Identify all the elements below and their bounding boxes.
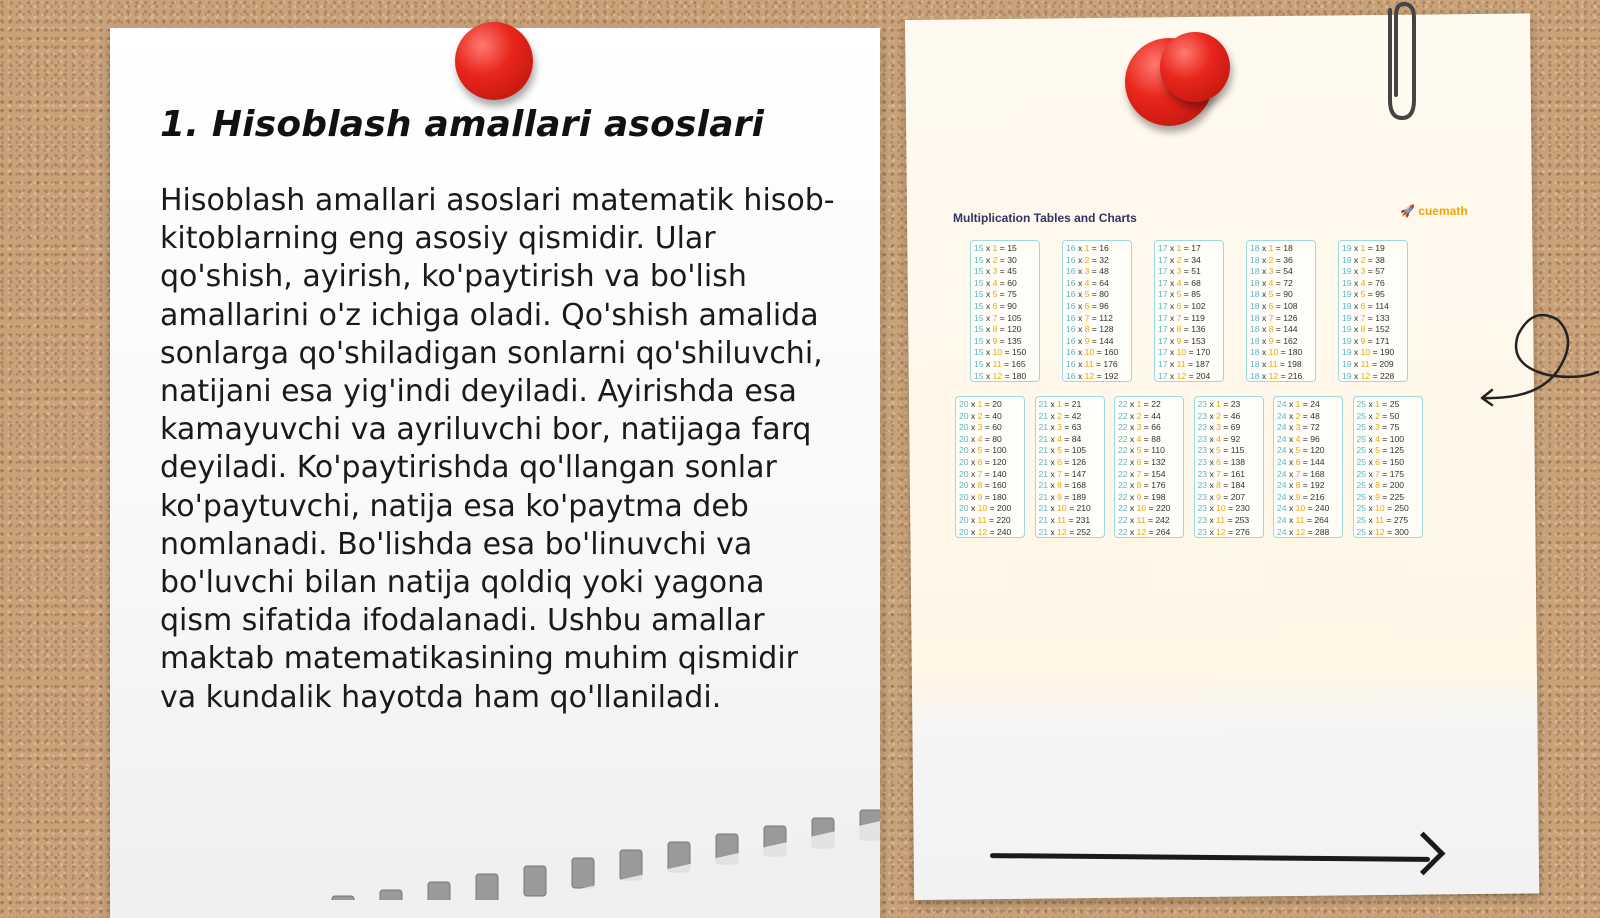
times-table-row: 22 x 9 = 198 <box>1118 491 1166 502</box>
times-table-row: 19 x 4 = 76 <box>1342 277 1385 288</box>
times-table-row: 25 x 9 = 225 <box>1356 491 1405 502</box>
times-table-row: 23 x 1 = 23 <box>1197 399 1241 409</box>
times-table-row: 21 x 9 = 189 <box>1038 491 1087 502</box>
times-table-row: 21 x 12 = 252 <box>1038 526 1091 537</box>
times-table-row: 23 x 7 = 161 <box>1197 468 1246 479</box>
times-table-row: 21 x 7 = 147 <box>1038 468 1087 479</box>
times-table-row: 16 x 1 = 16 <box>1066 243 1109 253</box>
times-table-row: 18 x 12 = 216 <box>1250 370 1303 381</box>
times-table-row: 17 x 9 = 153 <box>1158 335 1206 346</box>
times-table-row: 24 x 2 = 48 <box>1277 410 1320 421</box>
times-table-row: 22 x 8 = 176 <box>1118 480 1166 491</box>
times-table-row: 23 x 12 = 276 <box>1197 526 1250 537</box>
times-table-row: 20 x 3 = 60 <box>959 422 1002 433</box>
times-table-row: 25 x 4 = 100 <box>1356 433 1405 444</box>
times-table-row: 15 x 4 = 60 <box>974 277 1017 288</box>
times-table-row: 22 x 6 = 132 <box>1118 456 1166 467</box>
times-table-row: 25 x 1 = 25 <box>1356 399 1400 409</box>
times-table-row: 19 x 2 = 38 <box>1342 254 1385 265</box>
times-table-row: 25 x 11 = 275 <box>1356 514 1409 525</box>
times-table-row: 18 x 7 = 126 <box>1250 312 1298 323</box>
times-table-row: 19 x 7 = 133 <box>1342 312 1390 323</box>
times-table-row: 15 x 6 = 90 <box>974 300 1017 311</box>
times-table-card-17 <box>1154 240 1224 382</box>
times-table-card-19 <box>1338 240 1408 382</box>
times-table-row: 19 x 12 = 228 <box>1342 370 1395 381</box>
times-table-card-25 <box>1353 396 1423 538</box>
times-table-row: 24 x 3 = 72 <box>1277 422 1320 433</box>
times-table-row: 18 x 11 = 198 <box>1250 358 1302 369</box>
slide-body-text: Hisoblash amallari asoslari matematik hisob- kitoblarning eng asosiy qismidir. Ular qo'shish, ayirish, ko'paytirish va bo'lish amallarini o'z ichiga oladi. Qo'shish amalida sonlarga qo'shiladigan sonlarni qo'shiluvchi, natijani esa yig'indi deyiladi. Ayirishda esa kamayuvchi va ayriluvchi bor, natijaga farq deyiladi. Ko'paytirishda qo'llangan sonlar ko'paytuvchi, natija esa ko'paytma deb nomlanadi. Bo'lishda esa bo'linuvchi va bo'luvchi bilan natija qoldiq yoki yagona qism sifatida ifodalanadi. Ushbu amallar maktab matematikasining muhim qismidir va kundalik hayotda ham qo'llaniladi. <box>160 183 835 715</box>
times-table-row: 17 x 8 = 136 <box>1158 324 1206 335</box>
times-table-row: 20 x 2 = 40 <box>959 410 1002 421</box>
times-table-row: 21 x 6 = 126 <box>1038 456 1087 467</box>
times-table-row: 19 x 8 = 152 <box>1342 324 1390 335</box>
times-table-row: 23 x 8 = 184 <box>1197 480 1246 491</box>
times-table-row: 21 x 5 = 105 <box>1038 445 1087 456</box>
times-table-row: 21 x 4 = 84 <box>1038 433 1082 444</box>
times-table-row: 19 x 3 = 57 <box>1342 266 1385 277</box>
times-table-row: 15 x 7 = 105 <box>974 312 1022 323</box>
times-table-row: 24 x 1 = 24 <box>1277 399 1320 409</box>
times-table-row: 20 x 9 = 180 <box>959 491 1007 502</box>
times-table-row: 16 x 3 = 48 <box>1066 266 1109 277</box>
times-table-row: 15 x 5 = 75 <box>974 289 1017 300</box>
times-table-card-20 <box>955 396 1025 538</box>
times-table-row: 20 x 1 = 20 <box>959 399 1002 409</box>
times-table-row: 24 x 8 = 192 <box>1277 480 1325 491</box>
times-table-row: 22 x 10 = 220 <box>1118 503 1171 514</box>
times-table-row: 23 x 11 = 253 <box>1197 514 1250 525</box>
times-table-row: 16 x 5 = 80 <box>1066 289 1109 300</box>
times-table-row: 22 x 7 = 154 <box>1118 468 1166 479</box>
times-table-row: 15 x 9 = 135 <box>974 335 1022 346</box>
times-table-card-18 <box>1246 240 1316 382</box>
times-table-row: 15 x 11 = 165 <box>974 358 1026 369</box>
torn-spiral-edge-decoration <box>300 790 880 900</box>
times-table-row: 17 x 10 = 170 <box>1158 347 1211 358</box>
chart-image-title: Multiplication Tables and Charts <box>953 211 1137 225</box>
brand-logo <box>1400 204 1468 218</box>
times-table-row: 24 x 7 = 168 <box>1277 468 1325 479</box>
times-table-card-24 <box>1273 396 1343 538</box>
times-table-row: 22 x 4 = 88 <box>1118 433 1161 444</box>
times-table-row: 16 x 10 = 160 <box>1066 347 1119 358</box>
times-table-row: 16 x 12 = 192 <box>1066 370 1119 381</box>
slide-title: 1. Hisoblash amallari asoslari <box>160 104 765 145</box>
times-table-row: 19 x 6 = 114 <box>1342 300 1389 311</box>
times-table-row: 17 x 4 = 68 <box>1158 277 1201 288</box>
times-table-row: 18 x 6 = 108 <box>1250 300 1298 311</box>
times-table-row: 21 x 8 = 168 <box>1038 480 1087 491</box>
times-table-row: 21 x 2 = 42 <box>1038 410 1082 421</box>
times-table-row: 22 x 12 = 264 <box>1118 526 1171 537</box>
times-table-row: 16 x 7 = 112 <box>1066 312 1113 323</box>
times-table-card-15 <box>970 240 1040 382</box>
times-table-row: 24 x 5 = 120 <box>1277 445 1325 456</box>
times-table-row: 18 x 1 = 18 <box>1250 243 1293 253</box>
times-table-row: 24 x 6 = 144 <box>1277 456 1325 467</box>
times-table-row: 15 x 2 = 30 <box>974 254 1017 265</box>
times-table-row: 17 x 3 = 51 <box>1158 266 1201 277</box>
times-table-row: 18 x 10 = 180 <box>1250 347 1303 358</box>
times-table-row: 21 x 10 = 210 <box>1038 503 1091 514</box>
times-table-row: 16 x 4 = 64 <box>1066 277 1109 288</box>
times-table-row: 17 x 6 = 102 <box>1158 300 1206 311</box>
times-table-row: 16 x 11 = 176 <box>1066 358 1118 369</box>
times-table-row: 24 x 12 = 288 <box>1277 526 1330 537</box>
times-table-row: 19 x 9 = 171 <box>1342 335 1390 346</box>
doodle-curl-decoration <box>1478 310 1600 410</box>
times-table-row: 17 x 11 = 187 <box>1158 358 1210 369</box>
times-table-row: 18 x 8 = 144 <box>1250 324 1298 335</box>
times-table-row: 17 x 1 = 17 <box>1158 243 1201 253</box>
times-table-row: 16 x 2 = 32 <box>1066 254 1109 265</box>
times-table-row: 20 x 4 = 80 <box>959 433 1002 444</box>
times-table-row: 23 x 2 = 46 <box>1197 410 1241 421</box>
times-table-row: 15 x 10 = 150 <box>974 347 1027 358</box>
times-table-row: 20 x 6 = 120 <box>959 456 1007 467</box>
times-table-row: 15 x 3 = 45 <box>974 266 1017 277</box>
times-table-row: 25 x 5 = 125 <box>1356 445 1405 456</box>
times-table-row: 25 x 6 = 150 <box>1356 456 1405 467</box>
times-table-row: 19 x 11 = 209 <box>1342 358 1394 369</box>
times-table-row: 24 x 11 = 264 <box>1277 514 1329 525</box>
times-table-row: 25 x 3 = 75 <box>1356 422 1400 433</box>
times-table-row: 18 x 3 = 54 <box>1250 266 1293 277</box>
times-table-row: 25 x 2 = 50 <box>1356 410 1400 421</box>
times-table-row: 18 x 5 = 90 <box>1250 289 1293 300</box>
times-table-row: 23 x 3 = 69 <box>1197 422 1241 433</box>
times-table-row: 17 x 7 = 119 <box>1158 312 1205 323</box>
times-table-row: 21 x 11 = 231 <box>1038 514 1091 525</box>
times-table-card-16 <box>1062 240 1132 382</box>
times-table-card-22 <box>1114 396 1184 538</box>
times-table-row: 17 x 12 = 204 <box>1158 370 1211 381</box>
brand-name: cuemath <box>1418 204 1468 218</box>
times-table-row: 18 x 4 = 72 <box>1250 277 1293 288</box>
times-table-row: 16 x 8 = 128 <box>1066 324 1114 335</box>
times-table-row: 23 x 9 = 207 <box>1197 491 1246 502</box>
rocket-icon: 🚀 <box>1400 204 1415 218</box>
times-table-row: 19 x 1 = 19 <box>1342 243 1385 253</box>
times-table-row: 25 x 8 = 200 <box>1356 480 1405 491</box>
times-table-row: 22 x 3 = 66 <box>1118 422 1161 433</box>
red-pushpin-icon <box>455 22 533 100</box>
times-table-row: 24 x 9 = 216 <box>1277 491 1325 502</box>
times-table-row: 15 x 1 = 15 <box>974 243 1017 253</box>
times-table-row: 21 x 3 = 63 <box>1038 422 1082 433</box>
times-table-row: 15 x 8 = 120 <box>974 324 1022 335</box>
times-table-row: 20 x 10 = 200 <box>959 503 1012 514</box>
times-table-row: 25 x 10 = 250 <box>1356 503 1409 514</box>
times-table-row: 20 x 7 = 140 <box>959 468 1007 479</box>
times-table-row: 22 x 1 = 22 <box>1118 399 1161 409</box>
times-table-card-21 <box>1035 396 1105 538</box>
times-table-row: 19 x 10 = 190 <box>1342 347 1395 358</box>
times-table-row: 20 x 12 = 240 <box>959 526 1012 537</box>
times-table-row: 17 x 2 = 34 <box>1158 254 1201 265</box>
times-table-row: 15 x 12 = 180 <box>974 370 1027 381</box>
times-table-row: 18 x 9 = 162 <box>1250 335 1298 346</box>
times-table-row: 25 x 12 = 300 <box>1356 526 1409 537</box>
times-table-row: 22 x 11 = 242 <box>1118 514 1170 525</box>
times-table-row: 23 x 6 = 138 <box>1197 456 1246 467</box>
times-table-row: 21 x 1 = 21 <box>1038 399 1082 409</box>
times-table-row: 20 x 5 = 100 <box>959 445 1007 456</box>
paperclip-icon <box>1378 0 1428 125</box>
times-table-row: 22 x 2 = 44 <box>1118 410 1161 421</box>
times-table-row: 16 x 6 = 96 <box>1066 300 1109 311</box>
times-table-row: 20 x 8 = 160 <box>959 480 1007 491</box>
times-table-row: 17 x 5 = 85 <box>1158 289 1201 300</box>
times-table-row: 23 x 10 = 230 <box>1197 503 1250 514</box>
times-table-row: 19 x 5 = 95 <box>1342 289 1385 300</box>
times-table-row: 23 x 4 = 92 <box>1197 433 1241 444</box>
times-table-row: 18 x 2 = 36 <box>1250 254 1293 265</box>
times-table-row: 16 x 9 = 144 <box>1066 335 1114 346</box>
times-table-card-23 <box>1194 396 1264 538</box>
times-table-row: 25 x 7 = 175 <box>1356 468 1405 479</box>
times-table-row: 23 x 5 = 115 <box>1197 445 1245 456</box>
times-table-row: 22 x 5 = 110 <box>1118 445 1165 456</box>
times-table-row: 24 x 4 = 96 <box>1277 433 1320 444</box>
times-table-row: 20 x 11 = 220 <box>959 514 1011 525</box>
red-pushpin-head-icon <box>1160 32 1230 102</box>
times-table-row: 24 x 10 = 240 <box>1277 503 1330 514</box>
